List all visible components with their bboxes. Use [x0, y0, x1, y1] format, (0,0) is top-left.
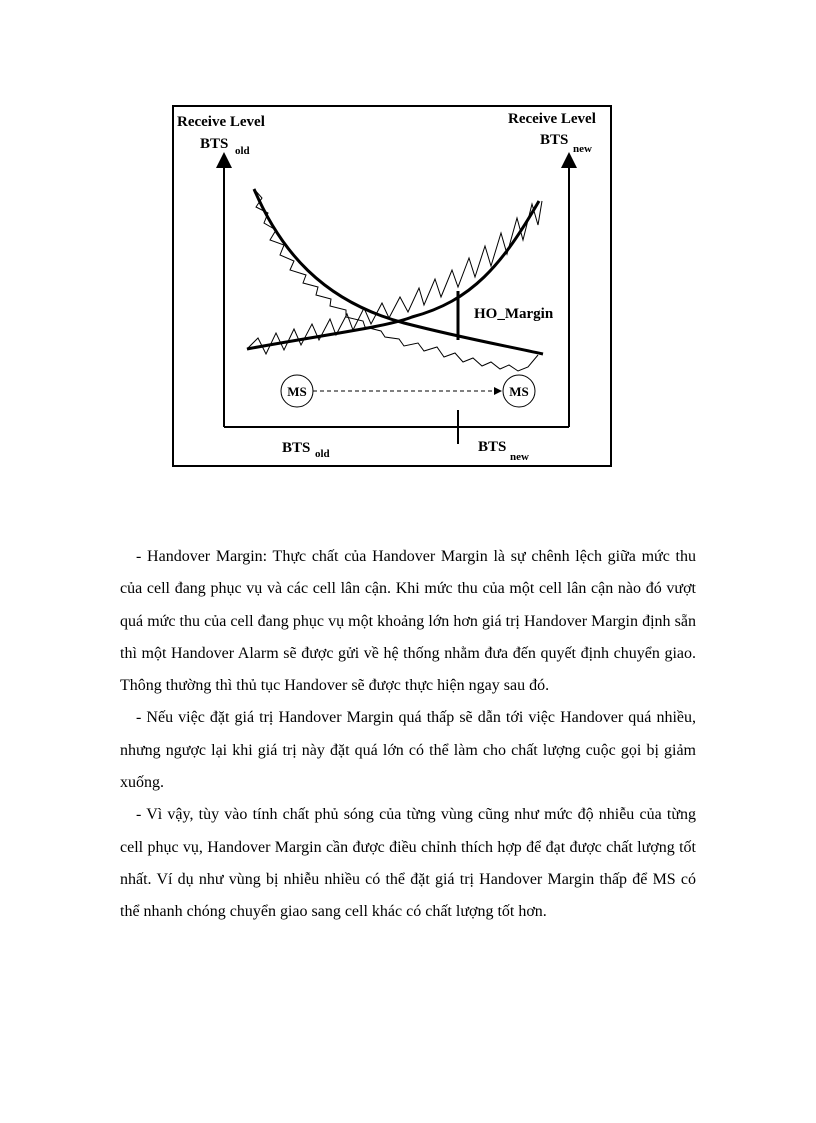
figure-frame: [173, 106, 611, 466]
paragraph-low-margin: - Nếu việc đặt giá trị Handover Margin quá thấp sẽ dẫn tới việc Handover quá nhiều, nhưng ngược lại khi giá trị này đặt quá lớn có thể làm cho chất lượng cuộc gọi bị giảm xuống.: [120, 709, 696, 792]
ms-end-label: MS: [509, 384, 529, 399]
new-bts-noisy-signal: [247, 201, 542, 354]
bottom-old-bts-sub: old: [315, 448, 330, 460]
bottom-new-bts: BTS: [478, 439, 507, 455]
right-axis-title: Receive Level: [508, 111, 596, 127]
handover-margin-figure: [172, 105, 612, 467]
handover-diagram: [172, 105, 612, 467]
left-axis-title: Receive Level: [177, 114, 265, 130]
right-axis-bts: BTS: [540, 132, 569, 148]
old-bts-signal-curve: [254, 189, 543, 354]
left-axis-bts-sub: old: [235, 145, 250, 157]
bottom-new-bts-sub: new: [510, 451, 529, 463]
bottom-old-bts: BTS: [282, 440, 311, 456]
paragraph-adjustment: - Vì vậy, tùy vào tính chất phủ sóng của từng vùng cũng như mức độ nhiễu của từng cell phục vụ, Handover Margin cần được điều chỉnh thích hợp để đạt được chất lượng tốt nhất. Ví dụ như vùng bị nhiễu nhiều có thể đặt giá trị Handover Margin thấp để MS có thể nhanh chóng chuyển giao sang cell khác có chất lượng tốt hơn.: [120, 806, 696, 921]
body-text: [120, 541, 696, 929]
new-bts-signal-curve: [247, 201, 539, 349]
paragraph-handover-margin: - Handover Margin: Thực chất của Handover Margin là sự chênh lệch giữa mức thu của cell đang phục vụ và các cell lân cận. Khi mức thu của một cell lân cận nào đó vượt quá mức thu của cell đang phục vụ một khoảng lớn hơn giá trị Handover Margin định sẵn thì một Handover Alarm sẽ được gửi về hệ thống nhằm đưa đến quyết định chuyển giao. Thông thường thì thủ tục Handover sẽ được thực hiện ngay sau đó.: [120, 548, 696, 695]
left-axis-bts: BTS: [200, 136, 229, 152]
ms-start-label: MS: [287, 384, 307, 399]
ho-margin-label: HO_Margin: [474, 306, 554, 322]
right-axis-bts-sub: new: [573, 143, 592, 155]
